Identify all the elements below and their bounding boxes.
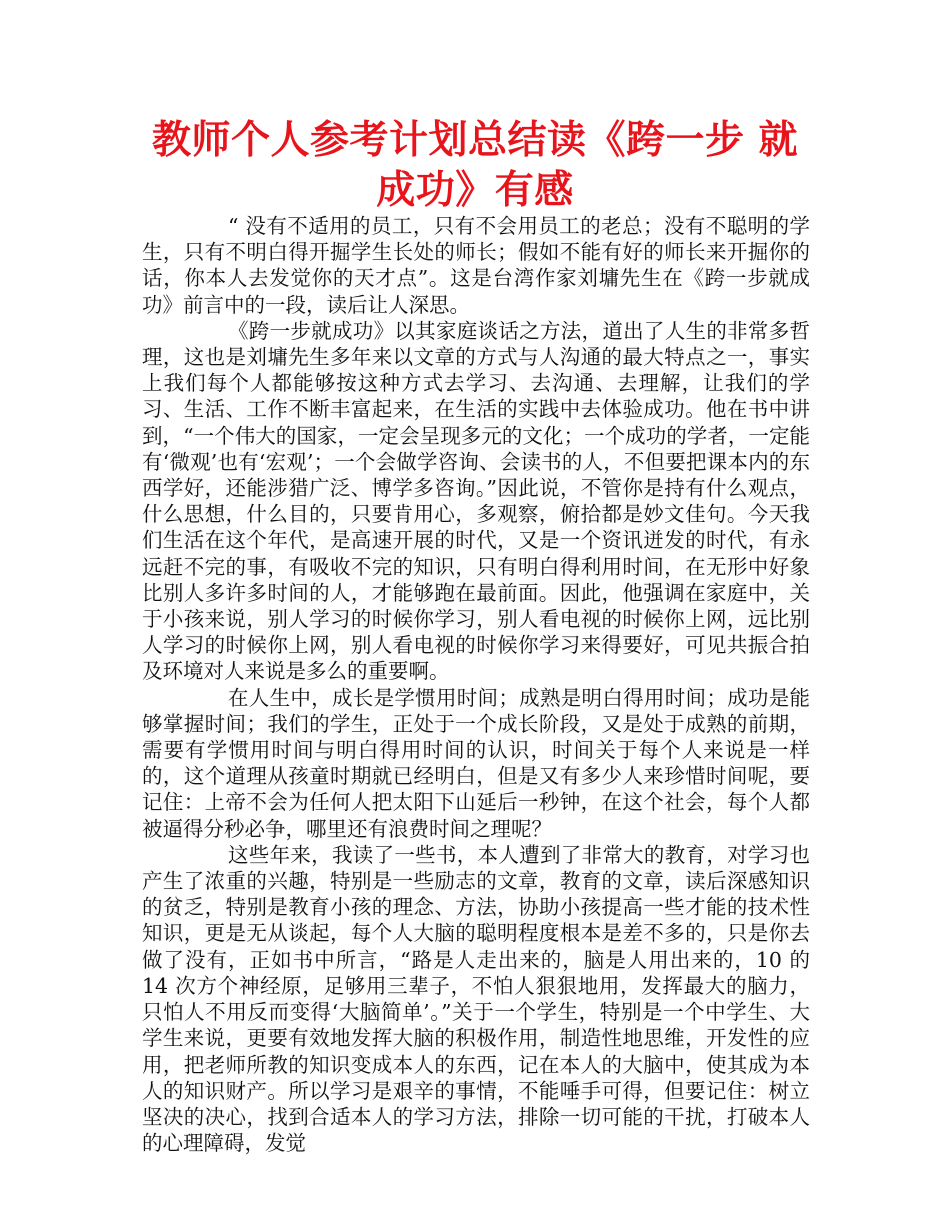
paragraph-4: 这些年来，我读了一些书，本人遭到了非常大的教育，对学习也产生了浓重的兴趣，特别是一些励志的文章，教育的文章，读后深感知识的贫乏，特别是教育小孩的理念、方法，协助小孩提高一些才能的技术性知识，更是无从谈起，每个人大脑的聪明程度根本是差不多的，只是你去做了没有，正如书中所言，“路是人走出来的，脑是人用出来的，10 的 14 次方个神经原，足够用三辈子，不怕人狠狠地用，发挥最大的脑力，只怕人不用反而变得‘大脑简单’。”关于一个学生，特别是一个中学生、大学生来说，更要有效地发挥大脑的积极作用，制造性地思维，开发性的应用，把老师所教的知识变成本人的东西，记在本人的大脑中，使其成为本人的知识财产。所以学习是艰辛的事情，不能唾手可得，但要记住：树立坚决的决心，找到合适本人的学习方法，排除一切可能的干扰，打破本人的心理障碍，发觉 <box>142 842 810 1156</box>
paragraph-1: “ 没有不适用的员工，只有不会用员工的老总；没有不聪明的学生，只有不明白得开掘学生长处的师长；假如不能有好的师长来开掘你的话，你本人去发觉你的天才点”。这是台湾作家刘墉先生在《跨一步就成功》前言中的一段，读后让人深思。 <box>142 214 810 317</box>
paragraph-3: 在人生中，成长是学惯用时间；成熟是明白得用时间；成功是能够掌握时间；我们的学生，正处于一个成长阶段，又是处于成熟的前期，需要有学惯用时间与明白得用时间的认识，时间关于每个人来说是一样的，这个道理从孩童时期就已经明白，但是又有多少人来珍惜时间呢，要记住：上帝不会为任何人把太阳下山延后一秒钟，在这个社会，每个人都被逼得分秒必争，哪里还有浪费时间之理呢？ <box>142 685 810 841</box>
paragraph-2: 《跨一步就成功》以其家庭谈话之方法，道出了人生的非常多哲理，这也是刘墉先生多年来以文章的方式与人沟通的最大特点之一，事实上我们每个人都能够按这种方式去学习、去沟通、去理解，让我们的学习、生活、工作不断丰富起来，在生活的实践中去体验成功。他在书中讲到，“一个伟大的国家，一定会呈现多元的文化；一个成功的学者，一定能有‘微观’也有‘宏观’；一个会做学咨询、会读书的人，不但要把课本内的东西学好，还能涉猎广泛、博学多咨询。”因此说，不管你是持有什么观点，什么思想，什么目的，只要肯用心，多观察，俯拾都是妙文佳句。今天我们生活在这个年代，是高速开展的时代，又是一个资讯迸发的时代，有永远赶不完的事，有吸收不完的知识，只有明白得利用时间，在无形中好象比别人多许多时间的人，才能够跑在最前面。因此，他强调在家庭中，关于小孩来说，别人学习的时候你学习，别人看电视的时候你上网，远比别人学习的时候你上网，别人看电视的时候你学习来得要好，可见共振合拍及环境对人来说是多么的重要啊。 <box>142 318 810 684</box>
document-title: 教师个人参考计划总结读《跨一步 就成功》有感 <box>151 118 799 213</box>
document-body <box>142 213 810 1156</box>
